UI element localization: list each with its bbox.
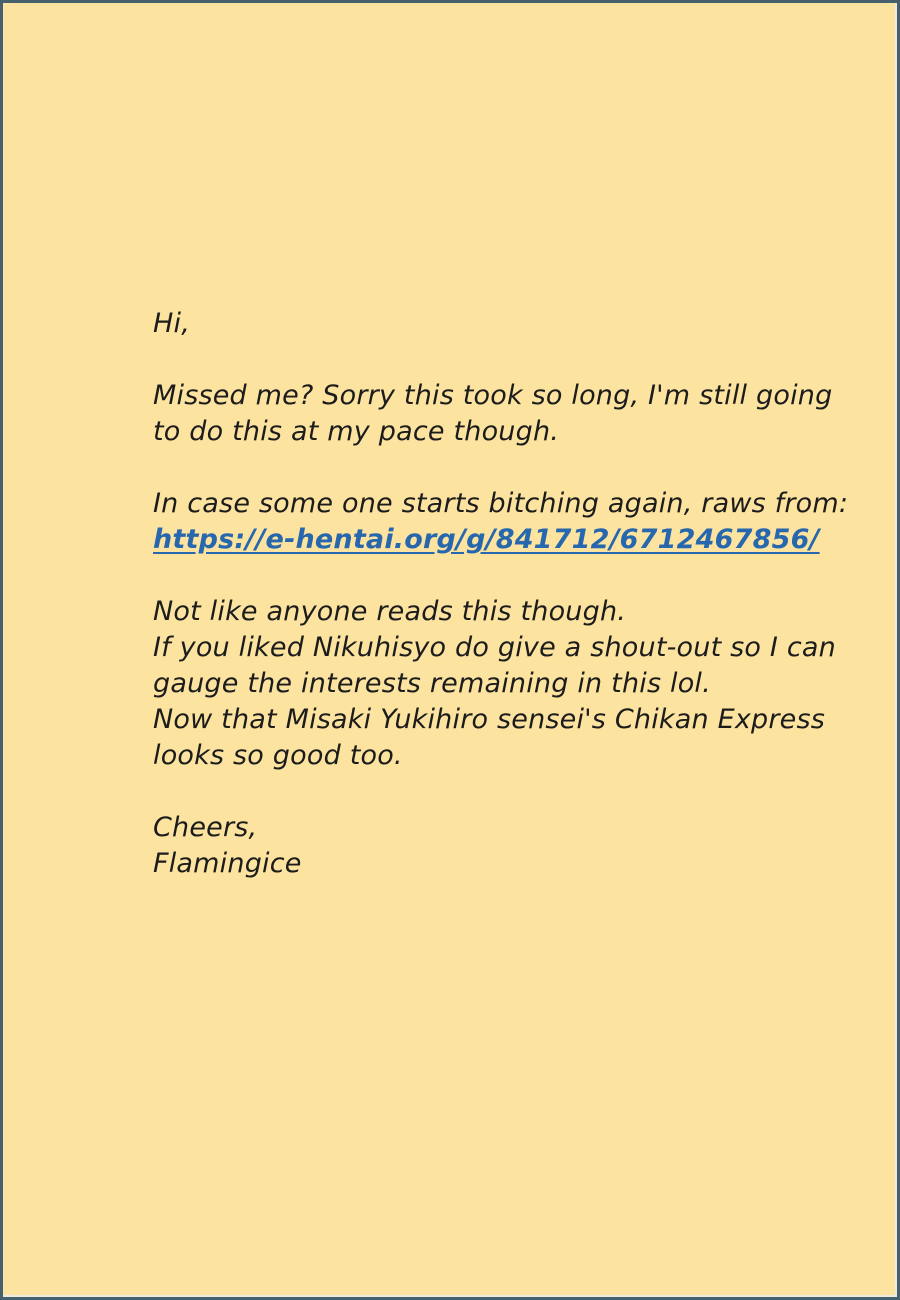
feedback-paragraph: [153, 594, 836, 774]
signoff-name: Flamingice: [153, 848, 302, 879]
greeting-paragraph: [153, 306, 833, 342]
signoff-closing: Cheers,: [153, 812, 258, 843]
letter-line: Not like anyone reads this though.: [153, 596, 627, 627]
letter-line: Now that Misaki Yukihiro sensei's Chikan Express: [153, 704, 826, 735]
letter-line: In case some one starts bitching again, raws from:: [153, 488, 849, 519]
greeting-text: Hi,: [153, 308, 190, 339]
raws-paragraph: [153, 486, 849, 558]
letter-line: If you liked Nikuhisyo do give a shout-out so I can: [153, 632, 836, 663]
signoff-paragraph: [153, 810, 833, 882]
letter-line: to do this at my pace though.: [153, 416, 560, 447]
letter-body: [153, 306, 849, 918]
apology-paragraph: [153, 378, 833, 450]
raws-link[interactable]: https://e-hentai.org/g/841712/6712467856/: [153, 524, 820, 555]
letter-line: looks so good too.: [153, 740, 403, 771]
letter-line: gauge the interests remaining in this lol.: [153, 668, 711, 699]
raws-link-line: [153, 522, 833, 558]
letter-line: Missed me? Sorry this took so long, I'm still going: [153, 380, 833, 411]
